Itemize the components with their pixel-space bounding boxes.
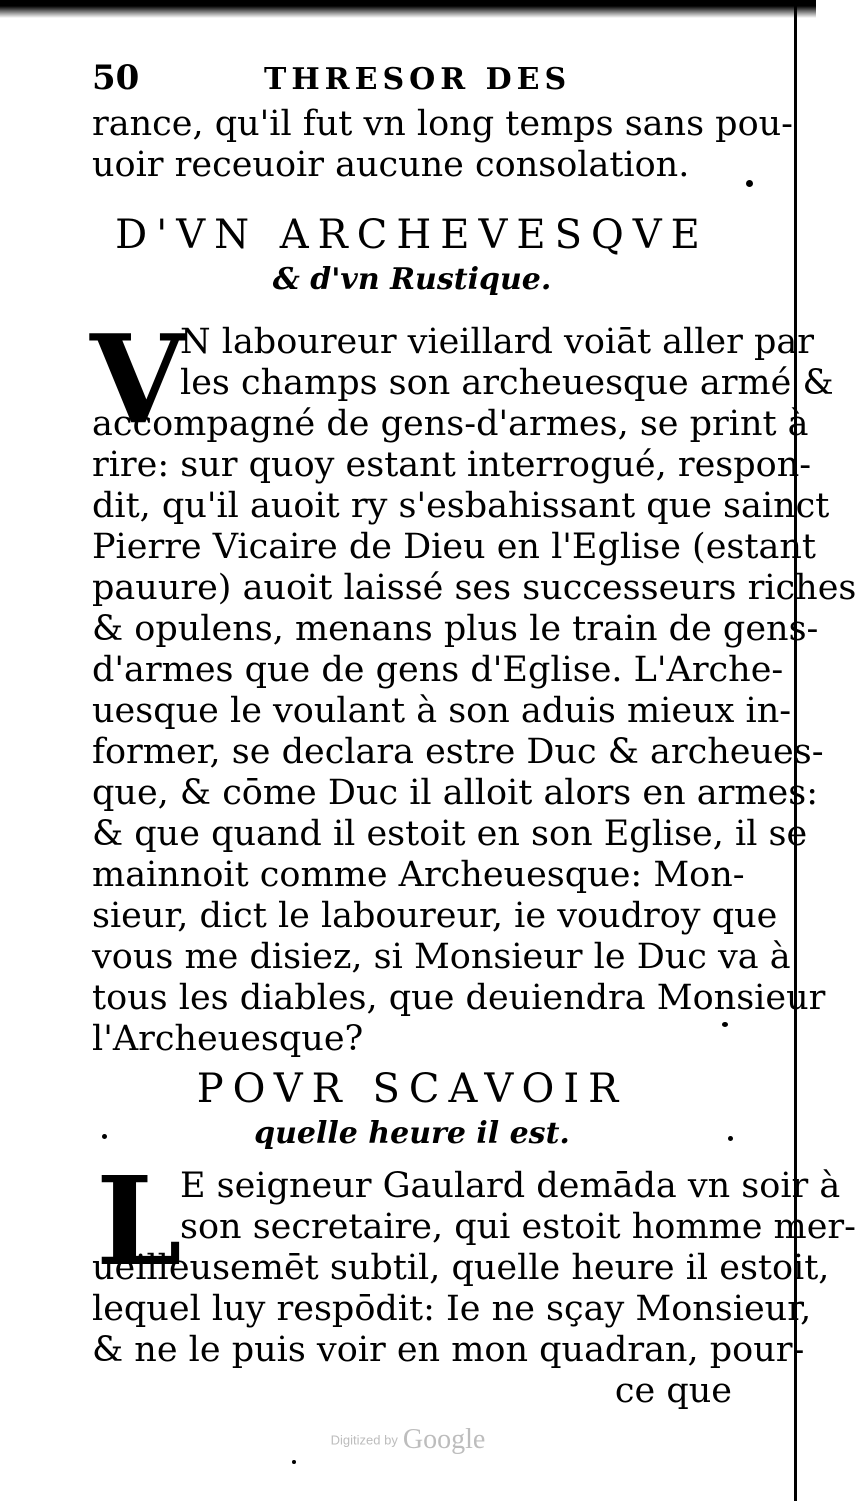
section1-body xyxy=(92,322,856,1060)
text-line: lequel luy respōdit: Ie ne sçay Monsieur, xyxy=(92,1289,812,1329)
dropcap-l: L xyxy=(96,1149,182,1293)
section-heading-archevesque: D'VN ARCHEVESQVE xyxy=(115,212,709,258)
catchword: ce que xyxy=(614,1371,732,1411)
text-line: sieur, dict le laboureur, ie voudroy que xyxy=(92,896,778,936)
text-line: uesque le voulant à son aduis mieux in- xyxy=(92,691,792,731)
scan-speck xyxy=(746,180,753,187)
section2-body xyxy=(92,1166,856,1412)
text-line: que, & cōme Duc il alloit alors en armes: xyxy=(92,773,819,813)
text-line: les champs son archeuesque armé & xyxy=(180,363,834,403)
text-line: & que quand il estoit en son Eglise, il se xyxy=(92,814,808,854)
dropcap-v: V xyxy=(90,307,185,451)
text-line: ueilleusemēt subtil, quelle heure il estoit, xyxy=(92,1248,830,1288)
text-line: son secretaire, qui estoit homme mer- xyxy=(180,1207,856,1247)
scan-speck xyxy=(102,1134,107,1139)
text-line: tous les diables, que deuiendra Monsieur xyxy=(92,978,826,1018)
section-heading-scavoir: POVR SCAVOIR xyxy=(196,1066,628,1112)
text-line: former, se declara estre Duc & archeues- xyxy=(92,732,824,772)
text-line: mainnoit comme Archeuesque: Mon- xyxy=(92,855,745,895)
text-line: E seigneur Gaulard demāda vn soir à xyxy=(180,1166,841,1206)
text-line: vous me disiez, si Monsieur le Duc va à xyxy=(92,937,791,977)
page-header xyxy=(92,56,692,100)
running-title: THRESOR DES xyxy=(264,62,572,97)
text-line: rire: sur quoy estant interrogué, respon- xyxy=(92,445,812,485)
scan-speck xyxy=(722,1022,728,1027)
text-line: d'armes que de gens d'Eglise. L'Arche- xyxy=(92,650,784,690)
text-line: Pierre Vicaire de Dieu en l'Eglise (estant xyxy=(92,527,816,567)
scan-speck xyxy=(292,1460,296,1464)
text-line: uoir receuoir aucune consolation. xyxy=(92,145,690,185)
page-number: 50 xyxy=(92,58,140,98)
google-logo: Google xyxy=(402,1424,486,1455)
text-line: rance, qu'il fut vn long temps sans pou- xyxy=(92,104,794,144)
text-line: N laboureur vieillard voiāt aller par xyxy=(180,322,814,362)
continuation-text xyxy=(92,104,794,186)
text-line: accompagné de gens-d'armes, se print à xyxy=(92,404,809,444)
section-subheading-heure: quelle heure il est. xyxy=(254,1116,570,1151)
text-line: dit, qu'il auoit ry s'esbahissant que sainct xyxy=(92,486,830,526)
digitization-watermark xyxy=(0,1424,816,1456)
text-line: & ne le puis voir en mon quadran, pour- xyxy=(92,1330,805,1370)
text-line: pauure) auoit laissé ses successeurs riches xyxy=(92,568,856,608)
section-subheading-rustique: & d'vn Rustique. xyxy=(272,262,552,297)
text-line: l'Archeuesque? xyxy=(92,1019,364,1059)
watermark-prefix: Digitized by xyxy=(330,1432,398,1448)
scan-speck xyxy=(728,1136,733,1141)
text-line: & opulens, menans plus le train de gens- xyxy=(92,609,819,649)
